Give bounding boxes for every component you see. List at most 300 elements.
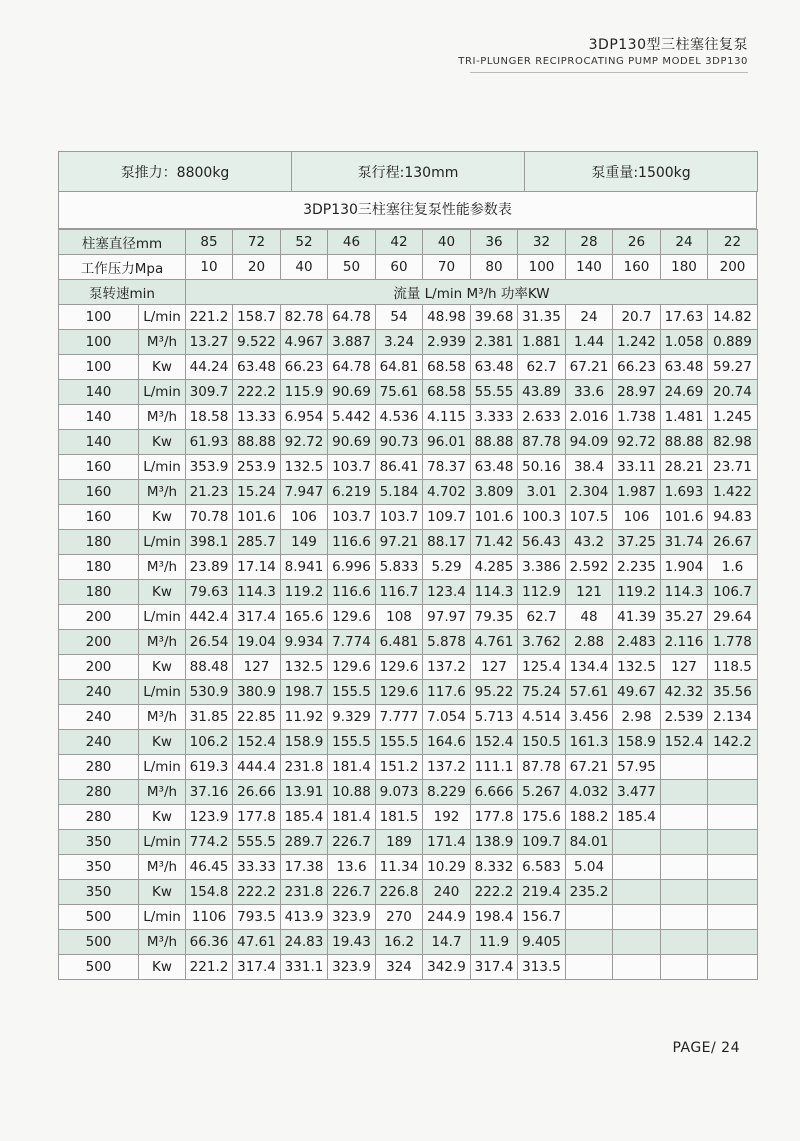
speed-cell: 350 [59,880,139,905]
value-cell: 240 [423,880,471,905]
value-cell: 64.78 [328,305,376,330]
pressure-value: 50 [328,255,376,280]
value-cell: 6.481 [376,630,423,655]
value-cell: 2.381 [471,330,518,355]
value-cell: 5.442 [328,405,376,430]
value-cell: 309.7 [186,380,233,405]
value-cell: 37.25 [613,530,661,555]
value-cell: 5.878 [423,630,471,655]
value-cell: 4.115 [423,405,471,430]
value-cell: 324 [376,955,423,980]
diameter-value: 22 [708,230,758,255]
table-row [59,805,758,830]
value-cell: 1.881 [518,330,566,355]
value-cell: 48.98 [423,305,471,330]
value-cell: 92.72 [281,430,328,455]
speed-cell: 350 [59,855,139,880]
speed-cell: 180 [59,555,139,580]
value-cell: 17.14 [233,555,281,580]
value-cell: 3.24 [376,330,423,355]
value-cell: 16.2 [376,930,423,955]
value-cell: 222.2 [471,880,518,905]
value-cell: 5.29 [423,555,471,580]
value-cell: 4.702 [423,480,471,505]
value-cell: 63.48 [233,355,281,380]
value-cell: 11.92 [281,705,328,730]
spec-weight: 泵重量:1500kg [525,152,758,192]
table-row [59,730,758,755]
value-cell: 44.24 [186,355,233,380]
unit-cell: M³/h [139,480,186,505]
value-cell: 119.2 [613,580,661,605]
value-cell: 13.6 [328,855,376,880]
value-cell: 181.4 [328,755,376,780]
value-cell: 7.774 [328,630,376,655]
value-cell: 61.93 [186,430,233,455]
pressure-value: 20 [233,255,281,280]
value-cell: 7.947 [281,480,328,505]
value-cell: 4.032 [566,780,613,805]
value-cell [708,930,758,955]
page-header-title: 3DP130型三柱塞往复泵 [588,37,748,53]
value-cell: 2.88 [566,630,613,655]
diameter-value: 36 [471,230,518,255]
value-cell: 2.235 [613,555,661,580]
value-cell: 14.82 [708,305,758,330]
value-cell: 101.6 [471,505,518,530]
table-row [59,505,758,530]
table-row [59,655,758,680]
value-cell: 90.69 [328,430,376,455]
diameter-value: 46 [328,230,376,255]
value-cell: 3.762 [518,630,566,655]
speed-cell: 200 [59,655,139,680]
value-cell: 90.73 [376,430,423,455]
unit-cell: Kw [139,430,186,455]
value-cell: 68.58 [423,355,471,380]
value-cell: 530.9 [186,680,233,705]
value-cell: 63.48 [471,455,518,480]
value-cell: 3.477 [613,780,661,805]
value-cell: 129.6 [328,655,376,680]
value-cell: 118.5 [708,655,758,680]
value-cell: 317.4 [233,955,281,980]
value-cell: 1.242 [613,330,661,355]
value-cell: 127 [471,655,518,680]
unit-cell: M³/h [139,630,186,655]
value-cell: 226.8 [376,880,423,905]
value-cell [613,830,661,855]
value-cell: 24.69 [661,380,708,405]
value-cell: 793.5 [233,905,281,930]
value-cell: 26.66 [233,780,281,805]
value-cell: 123.9 [186,805,233,830]
value-cell: 43.2 [566,530,613,555]
value-cell: 11.9 [471,930,518,955]
value-cell: 79.63 [186,580,233,605]
value-cell: 317.4 [233,605,281,630]
value-cell: 2.98 [613,705,661,730]
value-cell: 88.17 [423,530,471,555]
value-cell: 380.9 [233,680,281,705]
diameter-value: 85 [186,230,233,255]
value-cell: 116.6 [328,530,376,555]
value-cell: 149 [281,530,328,555]
table-row [59,830,758,855]
value-cell: 2.116 [661,630,708,655]
value-cell: 95.22 [471,680,518,705]
value-cell: 70.78 [186,505,233,530]
spec-table [58,151,758,192]
value-cell: 106 [281,505,328,530]
value-cell: 181.5 [376,805,423,830]
speed-cell: 100 [59,305,139,330]
value-cell: 71.42 [471,530,518,555]
value-cell: 101.6 [233,505,281,530]
value-cell: 152.4 [471,730,518,755]
unit-cell: Kw [139,880,186,905]
value-cell: 82.78 [281,305,328,330]
performance-table [58,229,758,980]
value-cell: 138.9 [471,830,518,855]
table-row [59,630,758,655]
value-cell: 67.21 [566,755,613,780]
value-cell: 2.539 [661,705,708,730]
value-cell: 1.245 [708,405,758,430]
value-cell: 17.63 [661,305,708,330]
value-cell [661,830,708,855]
value-cell: 222.2 [233,880,281,905]
performance-sheet [58,151,757,980]
value-cell: 75.24 [518,680,566,705]
value-cell: 2.134 [708,705,758,730]
table-row [59,405,758,430]
table-row [59,355,758,380]
value-cell: 15.24 [233,480,281,505]
value-cell: 398.1 [186,530,233,555]
speed-cell: 160 [59,480,139,505]
value-cell [661,755,708,780]
value-cell: 48 [566,605,613,630]
speed-cell: 350 [59,830,139,855]
unit-cell: Kw [139,955,186,980]
value-cell: 317.4 [471,955,518,980]
value-cell: 270 [376,905,423,930]
value-cell: 20.74 [708,380,758,405]
value-cell: 253.9 [233,455,281,480]
speed-cell: 280 [59,780,139,805]
value-cell: 10.88 [328,780,376,805]
pressure-value: 60 [376,255,423,280]
value-cell: 444.4 [233,755,281,780]
unit-cell: L/min [139,605,186,630]
value-cell: 64.81 [376,355,423,380]
pressure-row [59,255,758,280]
value-cell: 188.2 [566,805,613,830]
speed-cell: 160 [59,505,139,530]
value-cell: 9.073 [376,780,423,805]
value-cell [661,855,708,880]
value-cell: 94.09 [566,430,613,455]
speed-label: 泵转速min [59,280,186,305]
value-cell: 152.4 [661,730,708,755]
value-cell: 31.74 [661,530,708,555]
pressure-value: 70 [423,255,471,280]
value-cell [708,805,758,830]
spec-stroke: 泵行程:130mm [292,152,525,192]
value-cell: 158.7 [233,305,281,330]
speed-cell: 240 [59,730,139,755]
value-cell: 57.61 [566,680,613,705]
value-cell: 75.61 [376,380,423,405]
value-cell [613,905,661,930]
value-cell [708,830,758,855]
unit-cell: Kw [139,730,186,755]
value-cell: 4.514 [518,705,566,730]
value-cell: 63.48 [661,355,708,380]
page-header-subtitle: TRI-PLUNGER RECIPROCATING PUMP MODEL 3DP130 [458,56,748,67]
value-cell: 43.89 [518,380,566,405]
speed-cell: 160 [59,455,139,480]
value-cell: 222.2 [233,380,281,405]
value-cell: 38.4 [566,455,613,480]
value-cell: 103.7 [328,505,376,530]
value-cell: 97.97 [423,605,471,630]
speed-cell: 100 [59,355,139,380]
speed-cell: 180 [59,530,139,555]
value-cell: 84.01 [566,830,613,855]
pressure-value: 100 [518,255,566,280]
table-row [59,530,758,555]
value-cell [708,955,758,980]
value-cell: 7.054 [423,705,471,730]
value-cell: 68.58 [423,380,471,405]
diameter-value: 24 [661,230,708,255]
table-row [59,330,758,355]
value-cell: 142.2 [708,730,758,755]
value-cell: 123.4 [423,580,471,605]
value-cell: 46.45 [186,855,233,880]
value-cell: 23.89 [186,555,233,580]
value-cell: 62.7 [518,605,566,630]
speed-cell: 500 [59,955,139,980]
value-cell: 117.6 [423,680,471,705]
pressure-value: 80 [471,255,518,280]
header-rule [470,72,748,73]
unit-cell: L/min [139,455,186,480]
value-cell: 24.83 [281,930,328,955]
speed-cell: 140 [59,380,139,405]
value-cell: 108 [376,605,423,630]
value-cell: 177.8 [471,805,518,830]
speed-header-row [59,280,758,305]
value-cell: 185.4 [613,805,661,830]
value-cell: 107.5 [566,505,613,530]
value-cell: 35.27 [661,605,708,630]
unit-cell: Kw [139,505,186,530]
value-cell: 55.55 [471,380,518,405]
value-cell: 2.592 [566,555,613,580]
speed-cell: 200 [59,605,139,630]
value-cell: 9.329 [328,705,376,730]
value-cell: 192 [423,805,471,830]
unit-cell: M³/h [139,705,186,730]
value-cell: 2.633 [518,405,566,430]
value-cell: 13.27 [186,330,233,355]
value-cell: 323.9 [328,905,376,930]
value-cell: 106 [613,505,661,530]
value-cell: 112.9 [518,580,566,605]
value-cell: 26.67 [708,530,758,555]
value-cell: 31.35 [518,305,566,330]
value-cell: 10.29 [423,855,471,880]
value-cell: 5.267 [518,780,566,805]
value-cell [613,955,661,980]
value-cell: 66.23 [613,355,661,380]
unit-cell: L/min [139,680,186,705]
value-cell: 8.332 [471,855,518,880]
value-cell [613,930,661,955]
value-cell: 111.1 [471,755,518,780]
value-cell: 155.5 [376,730,423,755]
value-cell: 8.229 [423,780,471,805]
value-cell: 88.88 [661,430,708,455]
value-cell: 90.69 [328,380,376,405]
table-row [59,705,758,730]
value-cell: 619.3 [186,755,233,780]
table-row [59,455,758,480]
value-cell: 19.43 [328,930,376,955]
value-cell: 1106 [186,905,233,930]
diameter-row [59,230,758,255]
value-cell: 3.456 [566,705,613,730]
value-cell: 9.934 [281,630,328,655]
value-cell: 2.939 [423,330,471,355]
value-cell: 442.4 [186,605,233,630]
table-row [59,955,758,980]
value-cell [708,905,758,930]
value-cell: 39.68 [471,305,518,330]
value-cell: 106.7 [708,580,758,605]
value-cell: 342.9 [423,955,471,980]
value-cell: 137.2 [423,755,471,780]
value-cell: 28.21 [661,455,708,480]
value-cell: 181.4 [328,805,376,830]
unit-cell: L/min [139,530,186,555]
value-cell: 35.56 [708,680,758,705]
value-cell: 6.219 [328,480,376,505]
value-cell: 221.2 [186,955,233,980]
value-cell: 62.7 [518,355,566,380]
value-cell: 88.88 [233,430,281,455]
value-cell: 33.11 [613,455,661,480]
value-cell: 4.536 [376,405,423,430]
value-cell: 331.1 [281,955,328,980]
diameter-value: 42 [376,230,423,255]
value-cell: 86.41 [376,455,423,480]
value-cell: 88.88 [471,430,518,455]
value-cell: 66.23 [281,355,328,380]
speed-cell: 500 [59,930,139,955]
value-cell: 0.889 [708,330,758,355]
value-cell: 31.85 [186,705,233,730]
value-cell: 161.3 [566,730,613,755]
value-cell: 82.98 [708,430,758,455]
value-cell: 158.9 [281,730,328,755]
value-cell: 244.9 [423,905,471,930]
value-cell: 235.2 [566,880,613,905]
value-cell: 1.422 [708,480,758,505]
value-cell: 22.85 [233,705,281,730]
value-cell: 6.583 [518,855,566,880]
unit-cell: L/min [139,380,186,405]
spec-thrust: 泵推力：8800kg [59,152,292,192]
speed-cell: 280 [59,755,139,780]
value-cell [708,780,758,805]
value-cell: 132.5 [613,655,661,680]
value-cell: 67.21 [566,355,613,380]
table-row [59,480,758,505]
value-cell [661,880,708,905]
unit-cell: L/min [139,305,186,330]
value-cell: 5.04 [566,855,613,880]
value-cell: 94.83 [708,505,758,530]
value-cell: 63.48 [471,355,518,380]
table-row [59,780,758,805]
value-cell: 198.4 [471,905,518,930]
value-cell: 97.21 [376,530,423,555]
table-row [59,905,758,930]
unit-cell: M³/h [139,930,186,955]
value-cell: 20.7 [613,305,661,330]
value-cell: 3.887 [328,330,376,355]
table-title: 3DP130三柱塞往复泵性能参数表 [58,192,757,229]
value-cell: 59.27 [708,355,758,380]
value-cell: 26.54 [186,630,233,655]
unit-cell: M³/h [139,855,186,880]
value-cell: 5.713 [471,705,518,730]
value-cell: 114.3 [233,580,281,605]
value-cell: 231.8 [281,880,328,905]
value-cell: 185.4 [281,805,328,830]
value-cell: 151.2 [376,755,423,780]
speed-cell: 140 [59,430,139,455]
value-cell: 116.7 [376,580,423,605]
value-cell: 114.3 [471,580,518,605]
value-cell: 219.4 [518,880,566,905]
table-row [59,605,758,630]
value-cell: 6.666 [471,780,518,805]
table-row [59,555,758,580]
value-cell: 129.6 [328,605,376,630]
pressure-value: 140 [566,255,613,280]
value-cell: 8.941 [281,555,328,580]
value-cell: 11.34 [376,855,423,880]
unit-cell: Kw [139,655,186,680]
value-cell: 42.32 [661,680,708,705]
value-cell [613,880,661,905]
unit-cell: L/min [139,755,186,780]
value-cell: 7.777 [376,705,423,730]
unit-cell: Kw [139,355,186,380]
value-cell: 198.7 [281,680,328,705]
value-cell: 189 [376,830,423,855]
value-cell: 115.9 [281,380,328,405]
value-cell: 1.6 [708,555,758,580]
unit-cell: M³/h [139,405,186,430]
speed-cell: 500 [59,905,139,930]
value-cell: 132.5 [281,655,328,680]
